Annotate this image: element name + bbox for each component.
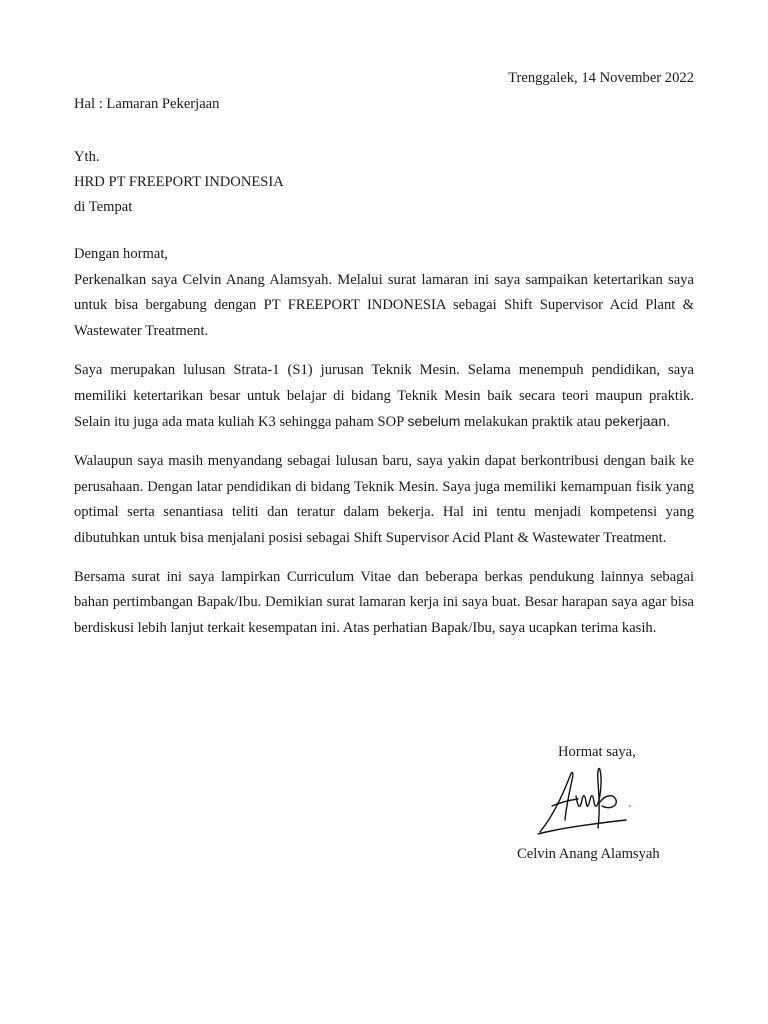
closing: Hormat saya, <box>558 744 636 760</box>
subject-line: Hal : Lamaran Pekerjaan <box>74 96 220 112</box>
recipient-company: HRD PT FREEPORT INDONESIA <box>74 174 284 190</box>
place-date: Trenggalek, 14 November 2022 <box>508 70 694 86</box>
signer-name: Celvin Anang Alamsyah <box>517 846 660 862</box>
handwritten-signature <box>530 762 640 838</box>
paragraph-contribution: Walaupun saya masih menyandang sebagai lulusan baru, saya yakin dapat berkontribusi dengan baik ke perusahaan. Dengan latar pendidikan di bidang Teknik Mesin. Saya juga memiliki kemampuan fisik yang optimal serta senantiasa teliti dan teratur dalam bekerja. Hal ini tentu menjadi kompetensi yang dibutuhkan untuk bisa menjalani posisi sebagai Shift Supervisor Acid Plant & Wastewater Treatment. <box>74 452 694 547</box>
recipient-block <box>74 145 284 220</box>
paragraph-attachments: Bersama surat ini saya lampirkan Curriculum Vitae dan beberapa berkas pendukung lainnya sebagai bahan pertimbangan Bapak/Ibu. Demikian surat lamaran kerja ini saya buat. Besar harapan saya agar bisa berdiskusi lebih lanjut terkait kesempatan ini. Atas perhatian Bapak/Ibu, saya ucapkan terima kasih. <box>74 568 694 637</box>
paragraph-education-word: sebelum <box>407 413 461 430</box>
recipient-salutation: Yth. <box>74 149 100 165</box>
paragraph-education-text: Saya merupakan lulusan Strata-1 (S1) jurusan Teknik Mesin. Selama menempuh pendidikan, saya memiliki ketertarikan besar untuk belajar di bidang Teknik Mesin baik secara teori maupun praktik. Selain itu juga ada mata kuliah K3 sehingga paham SOP <box>74 361 694 431</box>
paragraph-education <box>74 358 694 436</box>
paragraph-education-text-end: melakukan praktik atau <box>464 414 601 431</box>
greeting: Dengan hormat, <box>74 246 169 262</box>
paragraph-intro: Perkenalkan saya Celvin Anang Alamsyah. Melalui surat lamaran ini saya sampaikan ketertarikan saya untuk bisa bergabung dengan PT FREEPORT INDONESIA sebagai Shift Supervisor Acid Plant & Wastewater Treatment. <box>74 271 694 340</box>
recipient-place: di Tempat <box>74 199 133 215</box>
letter-body <box>74 242 694 642</box>
paragraph-education-tail: pekerjaan. <box>604 413 671 430</box>
